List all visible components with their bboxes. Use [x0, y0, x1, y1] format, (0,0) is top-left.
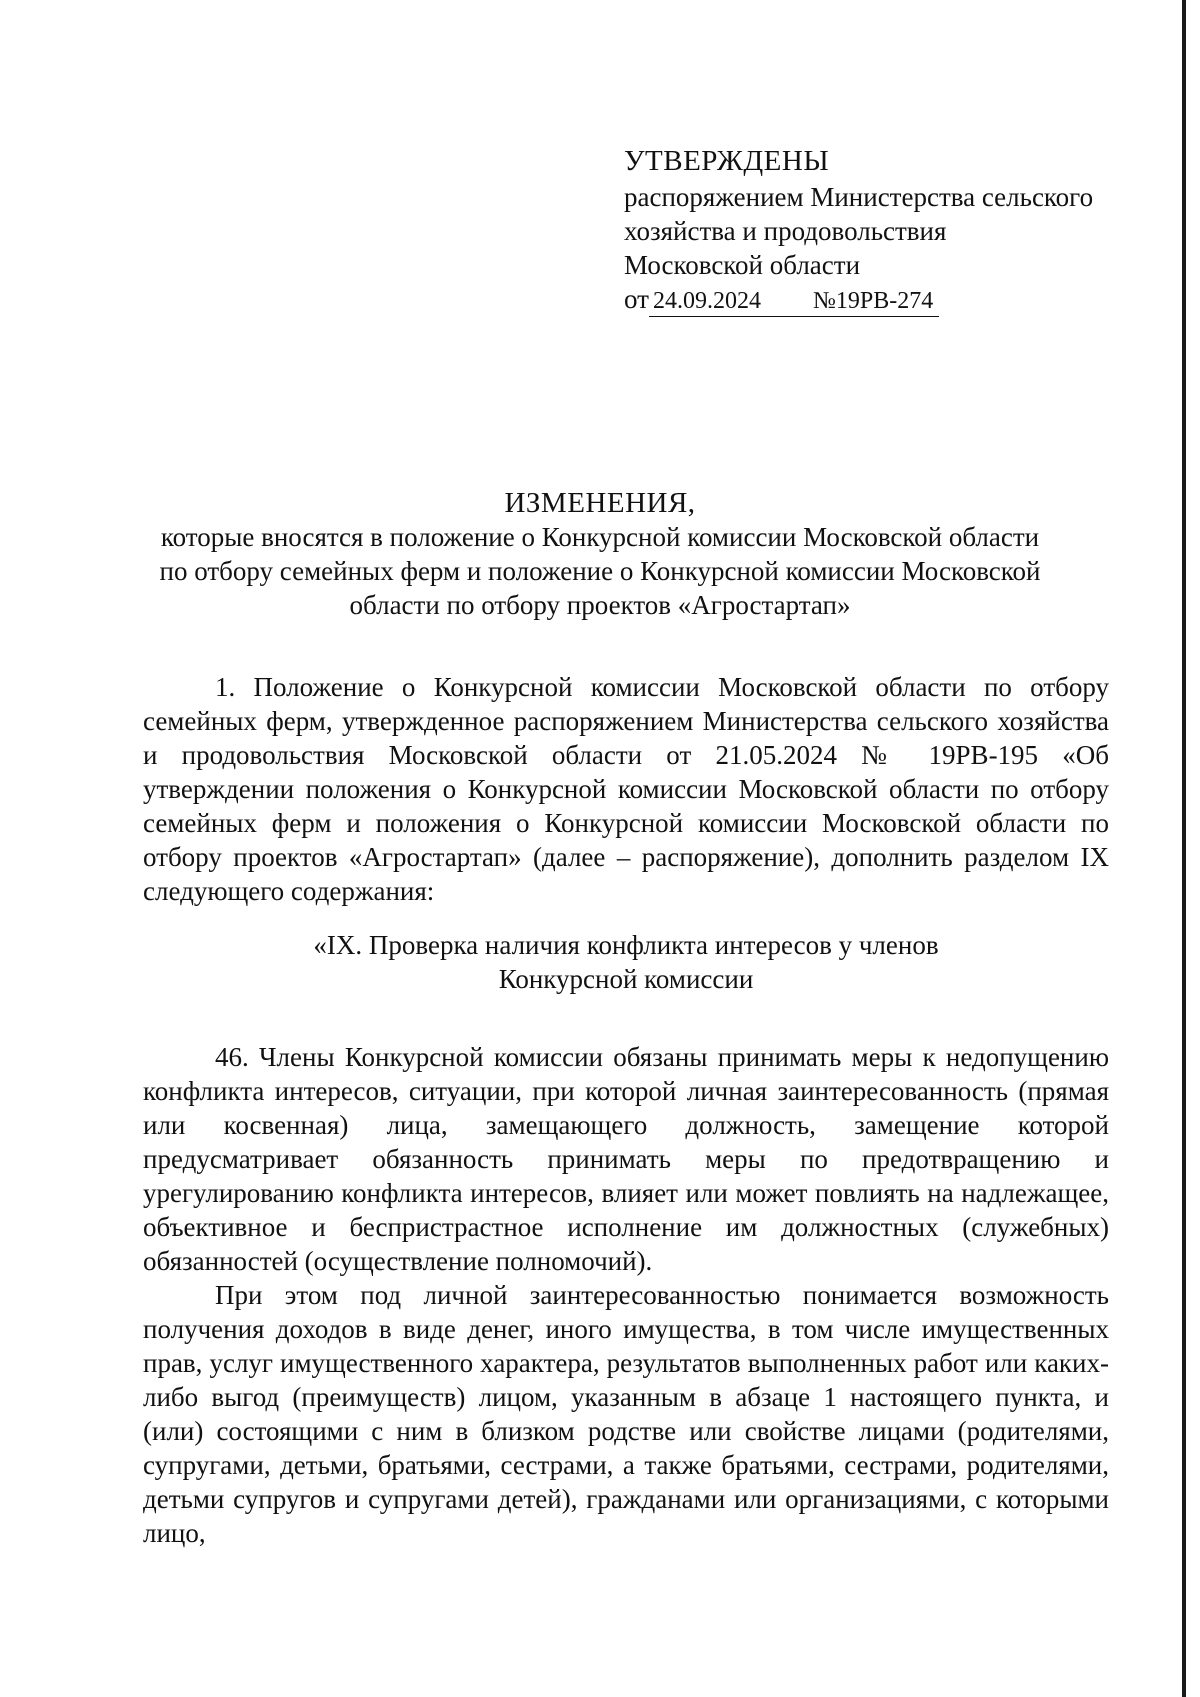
scan-edge-line [1182, 0, 1186, 1697]
approval-line-2: хозяйства и продовольствия [624, 216, 947, 246]
approval-number-field [809, 286, 939, 317]
document-title: ИЗМЕНЕНИЯ, [504, 487, 696, 519]
approval-line-3: Московской области [624, 250, 861, 280]
title-line-1: которые вносятся в положение о Конкурсной комиссии Московской области [160, 522, 1040, 552]
paragraph-1: 1. Положение о Конкурсной комиссии Московской области по отбору семейных ферм, утвержденное распоряжением Министерства сельского хозяйства и продовольствия Московской области от 21.05.2024 № 19РВ-195 «Об утверждении положения о Конкурсной комиссии Московской области по отбору семейных ферм и положения о Конкурсной комиссии Московской области по отбору проектов «Агростартап» (далее – распоряжение), дополнить разделом IX следующего содержания: [143, 672, 1109, 906]
document-title-block [150, 486, 1050, 622]
number-prefix: № [812, 288, 836, 314]
title-line-3: области по отбору проектов «Агростартап» [349, 590, 851, 620]
approval-date-row [624, 282, 1104, 317]
paragraph-personal-interest: При этом под личной заинтересованностью понимается возможность получения доходов в виде денег, иного имущества, в том числе имущественных прав, услуг имущественного характера, результатов выполненных работ или каких-либо выгод (преимуществ) лицом, указанным в абзаце 1 настоящего пункта, и (или) состоящими с ним в близком родстве или свойстве лицами (родителями, супругами, детьми, братьями, сестрами, а также братьями, сестрами, родителями, детьми супругов и супругами детей), гражданами или организациями, с которыми лицо, [143, 1280, 1109, 1548]
section-heading [143, 928, 1109, 996]
approval-date: 24.09.2024 [649, 286, 809, 317]
date-prefix: от [624, 284, 649, 314]
document-body [143, 670, 1109, 1550]
section-heading-line-1: «IX. Проверка наличия конфликта интересов у членов [313, 930, 939, 960]
title-line-2: по отбору семейных ферм и положение о Конкурсной комиссии Московской [159, 556, 1041, 586]
approval-heading: УТВЕРЖДЕНЫ [624, 145, 830, 177]
section-heading-line-2: Конкурсной комиссии [498, 964, 754, 994]
approval-stamp-block [624, 142, 1104, 317]
approval-line-1: распоряжением Министерства сельского [624, 182, 1094, 212]
approval-number: 19РВ-274 [835, 288, 934, 314]
paragraph-46: 46. Члены Конкурсной комиссии обязаны принимать меры к недопущению конфликта интересов, ситуации, при которой личная заинтересованность (прямая или косвенная) лица, замещающего должность, замещение которой предусматривает обязанность принимать меры по предотвращению и урегулированию конфликта интересов, влияет или может повлиять на надлежащее, объективное и беспристрастное исполнение им должностных (служебных) обязанностей (осуществление полномочий). [143, 1042, 1109, 1276]
